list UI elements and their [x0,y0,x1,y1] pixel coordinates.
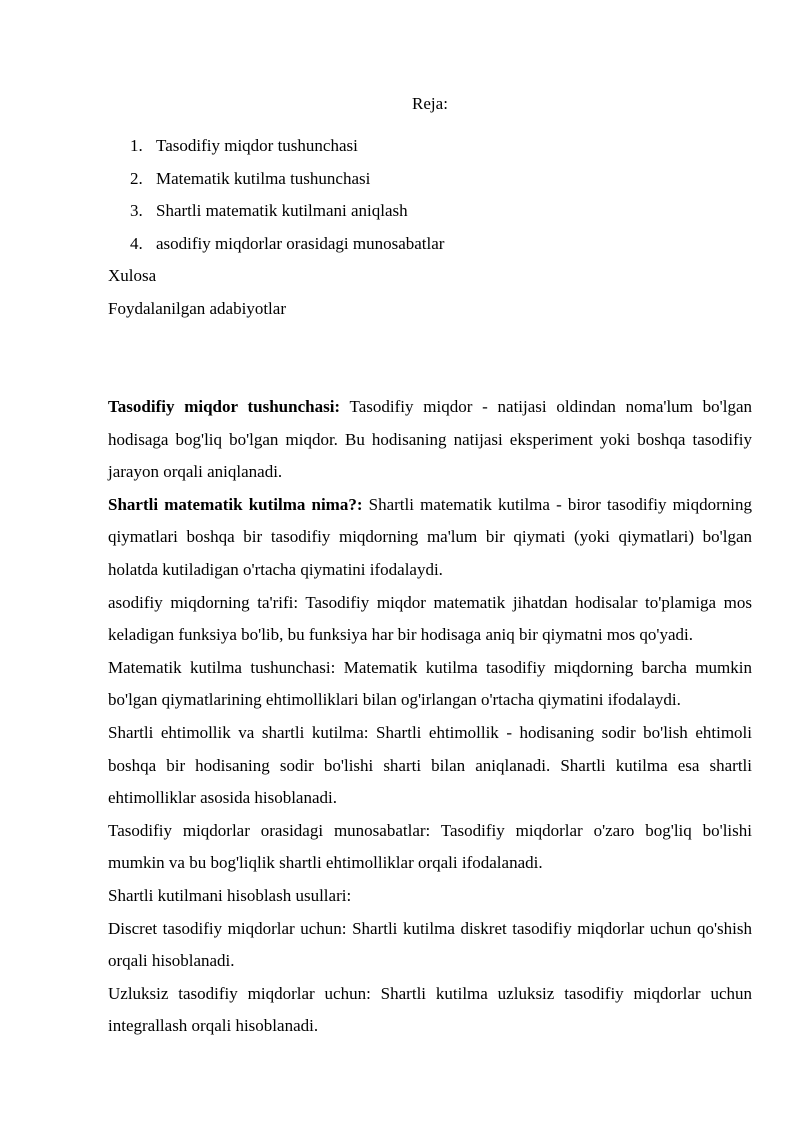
paragraph [108,391,752,489]
paragraph [108,913,752,978]
paragraph [108,489,752,587]
plan-item [130,231,444,264]
paragraph-heading: Tasodifiy miqdor tushunchasi: [108,397,341,416]
plan-item-number: 4. [130,233,143,253]
plan-item [130,198,444,231]
plan-item-number: 3. [130,201,143,220]
plan-item-text: asodifiy miqdorlar orasidagi munosabatlar [156,233,445,253]
plan-item-text: Shartli matematik kutilmani aniqlash [156,201,408,220]
paragraph [108,978,752,1043]
plan-references: Foydalanilgan adabiyotlar [108,299,286,318]
plan-conclusion: Xulosa [108,266,157,285]
plan-item-text: Tasodifiy miqdor tushunchasi [156,136,358,155]
paragraph-text: Tasodifiy miqdor - natijasi oldindan noma'lum bo'lgan hodisaga bog'liq bo'lgan miqdor. Bu hodisaning natijasi eksperiment yoki boshqa tasodifiy jarayon orqali aniqlanadi. [108,397,752,482]
plan-item [130,166,444,199]
plan-title: Reja: [412,94,448,113]
plan-item-text: Matematik kutilma tushunchasi [156,168,371,188]
paragraph [108,587,752,652]
paragraph-text: Shartli matematik kutilma - biror tasodifiy miqdorning qiymatlari boshqa bir tasodifiy miqdorning ma'lum bir qiymati (yoki qiymatlari) bo'lgan holatda kutiladigan o'rtacha qiymatini ifodalaydi. [108,494,752,579]
paragraph-text: Discret tasodifiy miqdorlar uchun: Shartli kutilma diskret tasodifiy miqdorlar uchun qo'shish orqali hisoblanadi. [108,918,752,971]
paragraph-text: Matematik kutilma tushunchasi: Matematik kutilma tasodifiy miqdorning barcha mumkin bo'lgan qiymatlarining ehtimolliklari bilan og'irlangan o'rtacha qiymatini ifodalaydi. [108,657,752,710]
paragraph [108,815,752,880]
plan-item-number: 1. [130,136,143,155]
paragraph [108,652,752,717]
paragraph-text: Uzluksiz tasodifiy miqdorlar uchun: Shartli kutilma uzluksiz tasodifiy miqdorlar uchun integrallash orqali hisoblanadi. [108,983,752,1036]
document-body [108,391,752,1043]
plan-item [130,133,444,166]
paragraph [108,717,752,815]
paragraph-text: Tasodifiy miqdorlar orasidagi munosabatlar: Tasodifiy miqdorlar o'zaro bog'liq bo'lishi mumkin va bu bog'liqlik shartli ehtimolliklar orqali ifodalanadi. [108,820,752,873]
paragraph-text: Shartli kutilmani hisoblash usullari: [108,885,352,905]
paragraph-text: Shartli ehtimollik va shartli kutilma: Shartli ehtimollik - hodisaning sodir bo'lish ehtimoli boshqa bir hodisaning sodir bo'lishi sharti bilan aniqlanadi. Shartli kutilma esa shartli ehtimolliklar asosida hisoblanadi. [108,722,752,808]
plan-list [130,133,444,263]
paragraph [108,880,752,913]
plan-item-number: 2. [130,168,143,188]
paragraph-heading: Shartli matematik kutilma nima?: [108,494,363,514]
paragraph-text: asodifiy miqdorning ta'rifi: Tasodifiy miqdor matematik jihatdan hodisalar to'plamiga mos keladigan funksiya bo'lib, bu funksiya har bir hodisaga aniq bir qiymatni mos qo'yadi. [108,592,752,645]
